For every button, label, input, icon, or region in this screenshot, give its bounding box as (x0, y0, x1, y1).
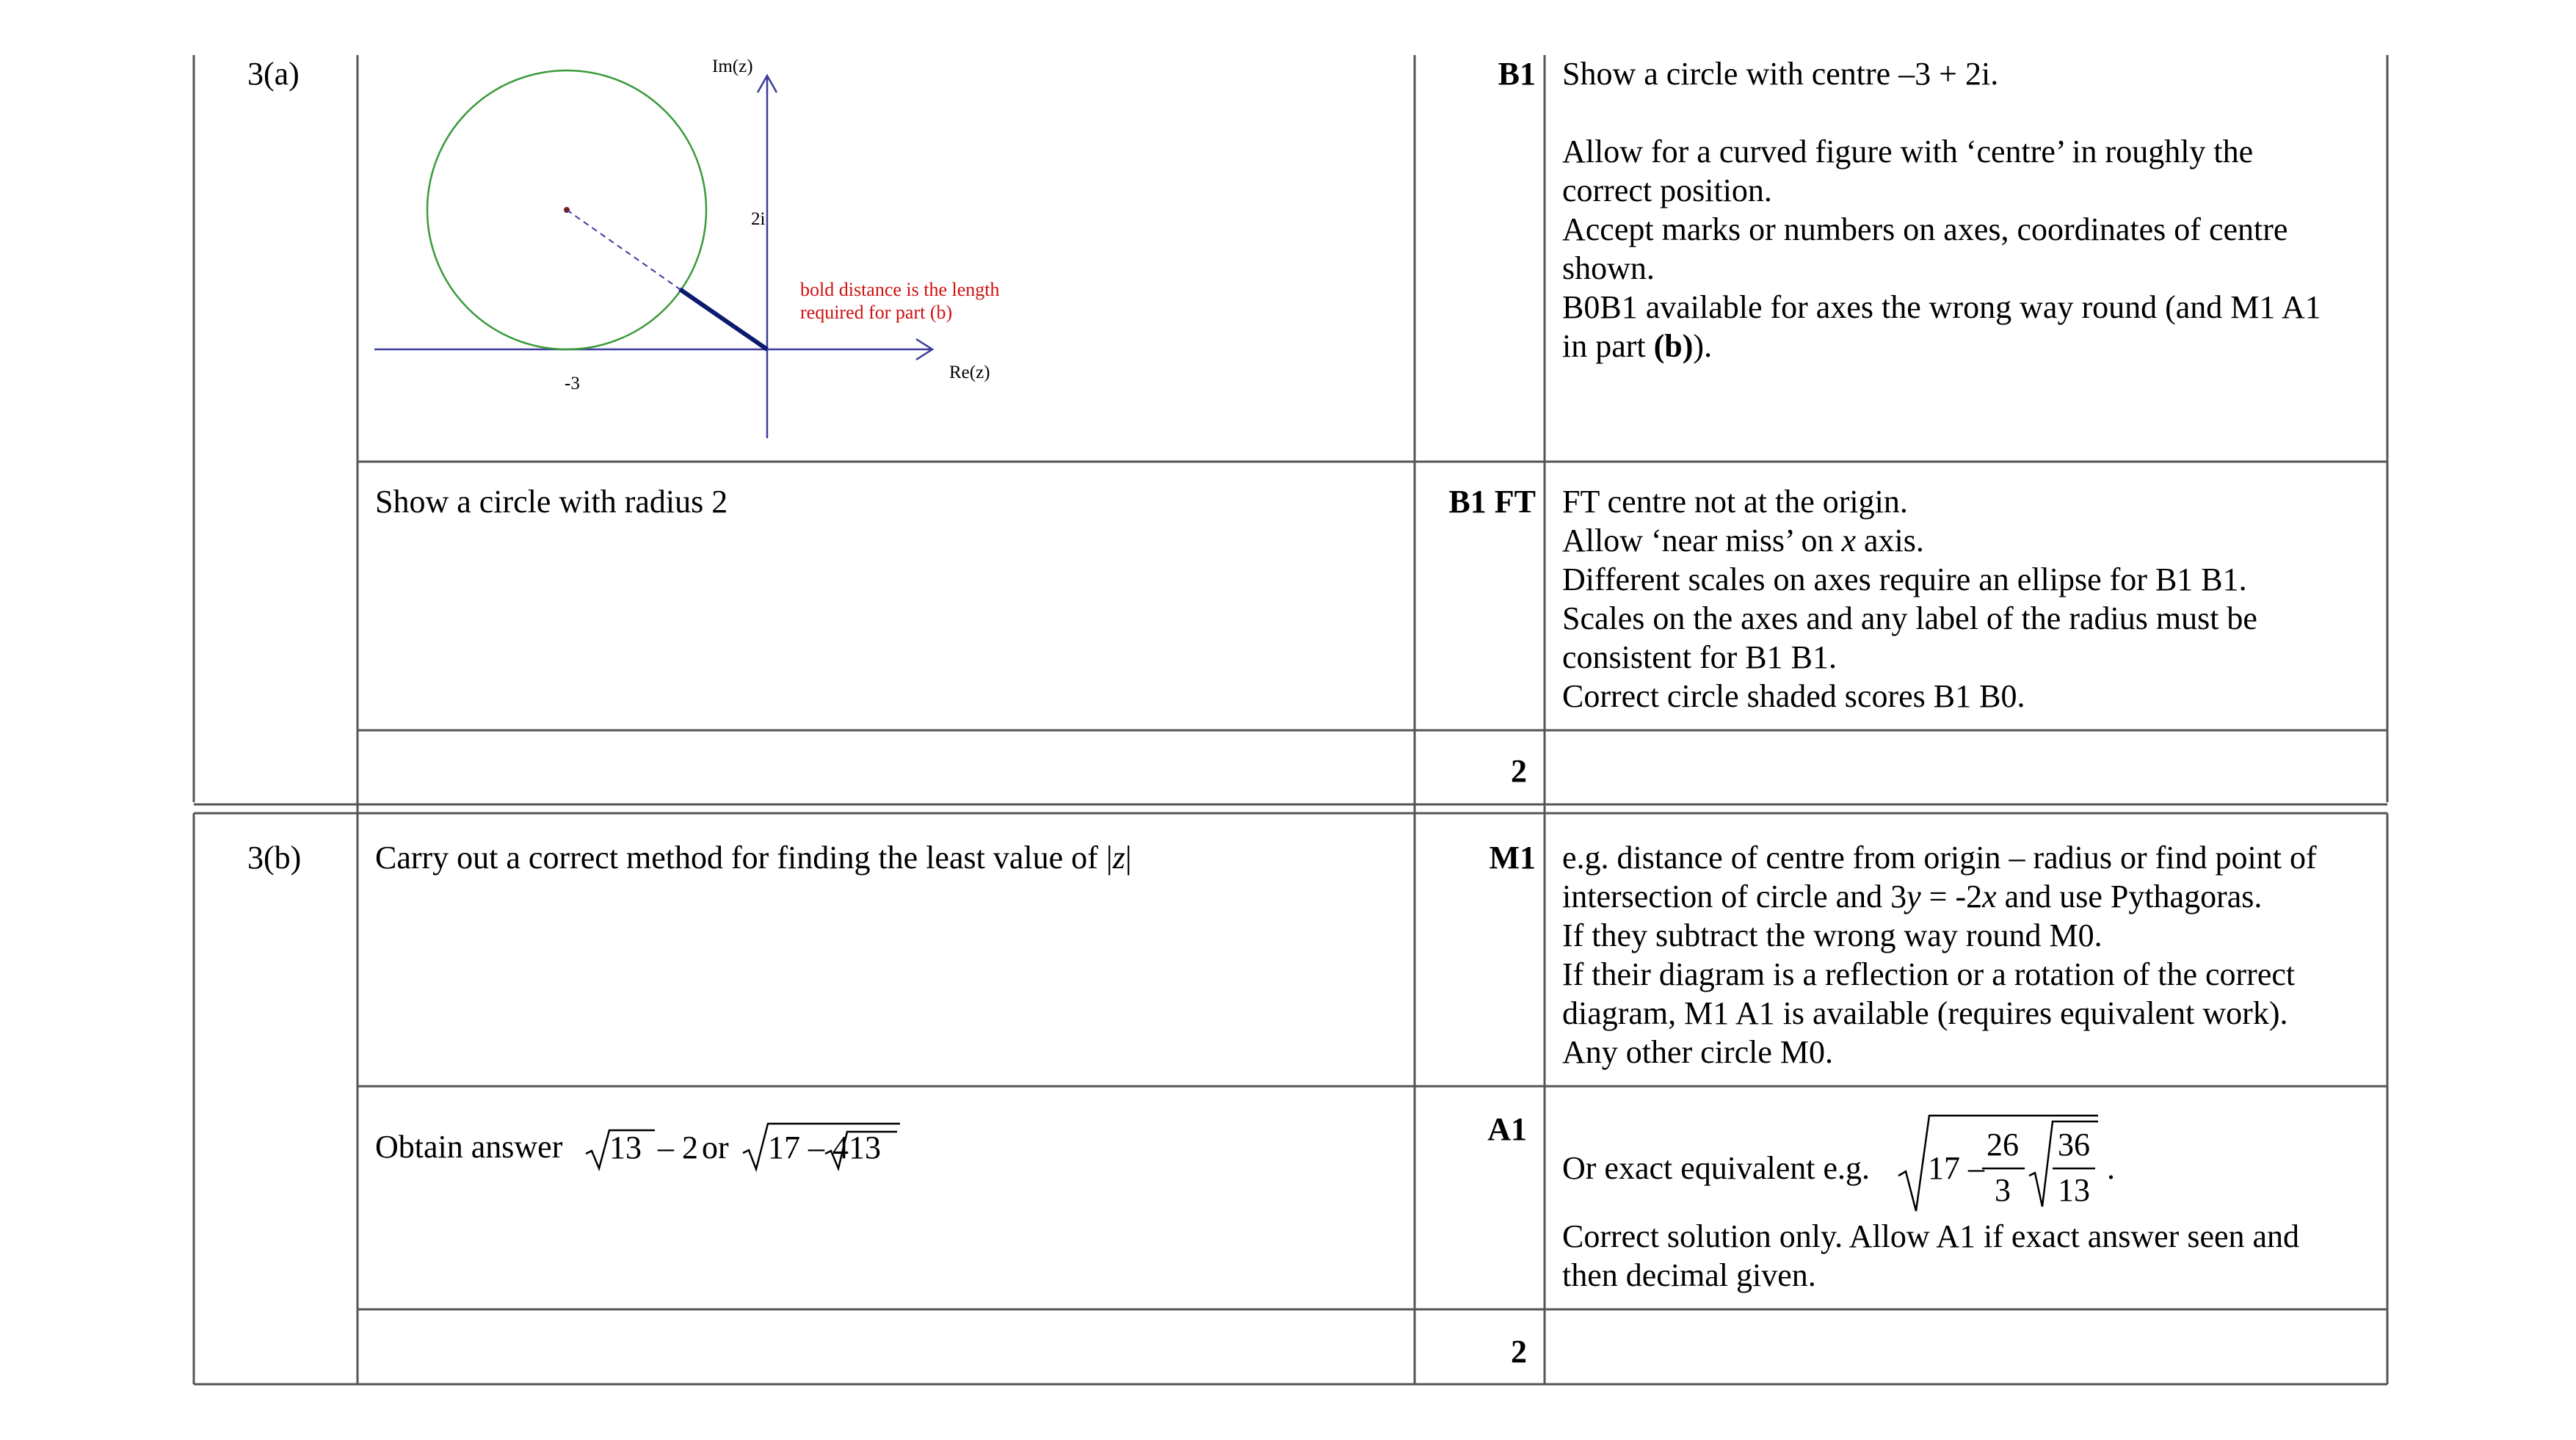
radicand-17-minus: 17 – (1928, 1150, 1984, 1186)
fraction-denominator-13: 13 (2058, 1172, 2090, 1208)
guidance-line-near-miss (1562, 521, 1924, 560)
fraction-denominator-3: 3 (1995, 1172, 2011, 1208)
dashed-radius-line (567, 210, 680, 289)
mark-b1: B1 (1498, 56, 1536, 92)
guidance-line: Different scales on axes require an ellipse for B1 B1. (1562, 561, 2247, 597)
mark-m1: M1 (1489, 840, 1536, 876)
guidance-text: in part (1562, 328, 1654, 364)
guidance-text: Or exact equivalent e.g. (1562, 1150, 1871, 1186)
guidance-variable-x: x (1841, 523, 1856, 559)
fraction-bar (2053, 1167, 2098, 1170)
answer-text: Carry out a correct method for finding the least value of | (375, 840, 1113, 876)
guidance-line: consistent for B1 B1. (1562, 639, 1837, 675)
guidance-line: If their diagram is a reflection or a rotation of the correct (1562, 956, 2296, 992)
guidance-line: Accept marks or numbers on axes, coordinates of centre (1562, 211, 2288, 247)
guidance-text: Allow ‘near miss’ on (1562, 523, 1842, 559)
guidance-line: B0B1 available for axes the wrong way round (and M1 A1 (1562, 289, 2321, 325)
guidance-tail: ). (1693, 328, 1713, 364)
guidance-line: If they subtract the wrong way round M0. (1562, 917, 2102, 953)
im-axis-label: Im(z) (712, 57, 753, 76)
guidance-line: Correct circle shaded scores B1 B0. (1562, 678, 2025, 714)
guidance-variable-x: x (1982, 879, 1997, 914)
guidance-line-with-bold (1562, 327, 1712, 366)
guidance-line: shown. (1562, 250, 1655, 286)
answer-text: Obtain answer (375, 1129, 563, 1165)
bold-distance-line (680, 289, 767, 349)
guidance-bold-part: (b) (1653, 328, 1694, 364)
fraction-bar (1982, 1167, 2026, 1170)
trailing-dot: . (2107, 1150, 2115, 1186)
minus-two: – 2 (658, 1130, 698, 1166)
guidance-variable-y: y (1906, 879, 1921, 914)
guidance-line: Any other circle M0. (1562, 1034, 1833, 1070)
answer-3b-method (375, 838, 1132, 877)
or-text: or (702, 1130, 729, 1166)
answer-variable-z: z (1112, 840, 1125, 876)
guidance-line: FT centre not at the origin. (1562, 484, 1908, 520)
annotation-line-1: bold distance is the length (800, 279, 1000, 300)
radicand-13: 13 (609, 1130, 642, 1166)
guidance-line-intersection (1562, 877, 2262, 916)
guidance-line: Scales on the axes and any label of the radius must be (1562, 600, 2257, 636)
question-number-3a: 3(a) (247, 56, 300, 92)
fraction-numerator-36: 36 (2058, 1127, 2090, 1163)
mark-b1-ft: B1 FT (1448, 484, 1536, 520)
question-number-3b: 3(b) (247, 840, 302, 876)
answer-text: | (1125, 840, 1132, 876)
guidance-line: e.g. distance of centre from origin – radius or find point of (1562, 840, 2317, 876)
total-marks-3a: 2 (1511, 753, 1527, 789)
guidance-text: intersection of circle and 3 (1562, 879, 1907, 914)
guidance-line: correct position. (1562, 172, 1772, 208)
guidance-text: = -2 (1920, 879, 1983, 914)
radicand-17-minus-4: 17 – 4 (768, 1130, 849, 1166)
guidance-line: Allow for a curved figure with ‘centre’ in roughly the (1562, 134, 2254, 170)
total-marks-3b: 2 (1511, 1334, 1527, 1370)
guidance-line: Show a circle with centre –3 + 2i. (1562, 56, 1999, 92)
guidance-text: axis. (1855, 523, 1924, 559)
tick-minus3-label: -3 (565, 374, 580, 393)
guidance-line: diagram, M1 A1 is available (requires equivalent work). (1562, 995, 2288, 1031)
answer-3a-radius: Show a circle with radius 2 (375, 484, 728, 520)
inner-radicand-13: 13 (849, 1130, 881, 1166)
guidance-text: and use Pythagoras. (1996, 879, 2263, 914)
re-axis-label: Re(z) (949, 363, 990, 382)
tick-2i-label: 2i (751, 209, 766, 229)
argand-diagram (374, 57, 1000, 438)
guidance-line: Correct solution only. Allow A1 if exact answer seen and (1562, 1218, 2300, 1254)
annotation-line-2: required for part (b) (800, 302, 953, 323)
mark-a1: A1 (1487, 1111, 1527, 1147)
fraction-numerator-26: 26 (1987, 1127, 2019, 1163)
guidance-line: then decimal given. (1562, 1257, 1816, 1293)
